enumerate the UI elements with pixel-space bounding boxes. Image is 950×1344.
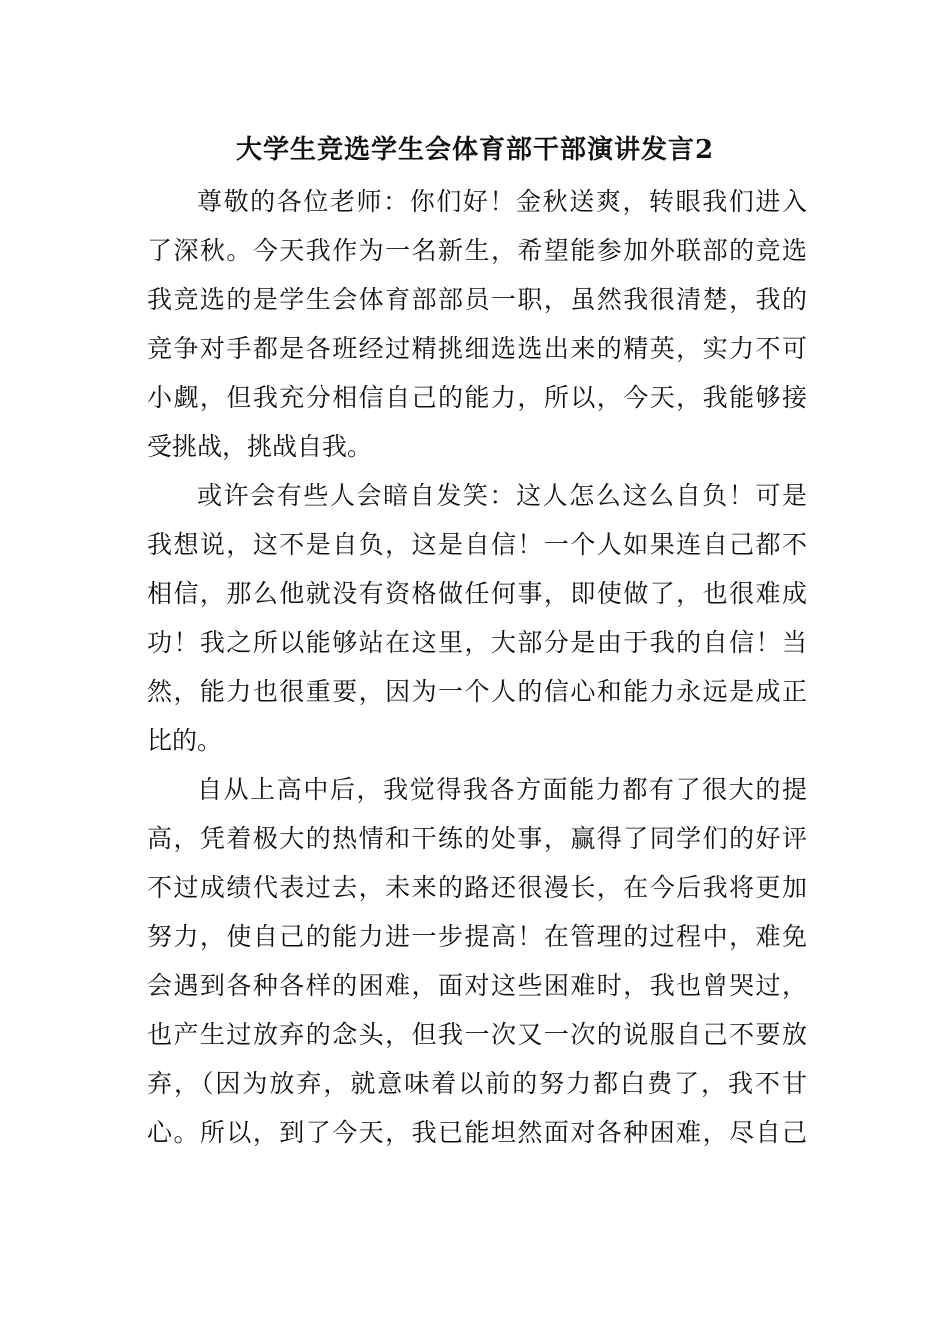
text-line: 小觑，但我充分相信自己的能力，所以，今天，我能够接 [147, 383, 807, 412]
text-line: 我竞选的是学生会体育部部员一职，虽然我很清楚，我的 [147, 285, 807, 314]
document-body [147, 182, 807, 1162]
text-line: 了深秋。今天我作为一名新生，希望能参加外联部的竞选 [147, 236, 807, 265]
text-line: 受挑战，挑战自我。 [147, 432, 373, 461]
text-line: 不过成绩代表过去，未来的路还很漫长，在今后我将更加 [147, 873, 807, 902]
text-line: 努力，使自己的能力进一步提高！在管理的过程中，难免 [147, 922, 807, 951]
document-title: 大学生竞选学生会体育部干部演讲发言2 [235, 135, 715, 165]
text-line: 也产生过放弃的念头，但我一次又一次的说服自己不要放 [147, 1020, 807, 1049]
paragraph-1 [147, 182, 807, 476]
text-line: 会遇到各种各样的困难，面对这些困难时，我也曾哭过， [147, 971, 807, 1000]
text-line: 比的。 [147, 726, 223, 755]
text-line: 自从上高中后，我觉得我各方面能力都有了很大的提 [197, 775, 807, 804]
text-line: 相信，那么他就没有资格做任何事，即使做了，也很难成 [147, 579, 807, 608]
text-line: 我想说，这不是自负，这是自信！一个人如果连自己都不 [147, 530, 807, 559]
text-line: 尊敬的各位老师：你们好！金秋送爽，转眼我们进入 [197, 187, 807, 216]
text-line: 或许会有些人会暗自发笑：这人怎么这么自负！可是 [197, 481, 807, 510]
paragraph-2 [147, 476, 807, 770]
text-line: 高，凭着极大的热情和干练的处事，赢得了同学们的好评 [147, 824, 807, 853]
text-line: 心。所以，到了今天，我已能坦然面对各种困难，尽自己 [147, 1118, 807, 1147]
text-line: 竞争对手都是各班经过精挑细选选出来的精英，实力不可 [147, 334, 807, 363]
paragraph-3 [147, 770, 807, 1162]
text-line: 然，能力也很重要，因为一个人的信心和能力永远是成正 [147, 677, 807, 706]
text-line: 弃，（因为放弃，就意味着以前的努力都白费了，我不甘 [147, 1069, 807, 1098]
text-line: 功！我之所以能够站在这里，大部分是由于我的自信！当 [147, 628, 807, 657]
